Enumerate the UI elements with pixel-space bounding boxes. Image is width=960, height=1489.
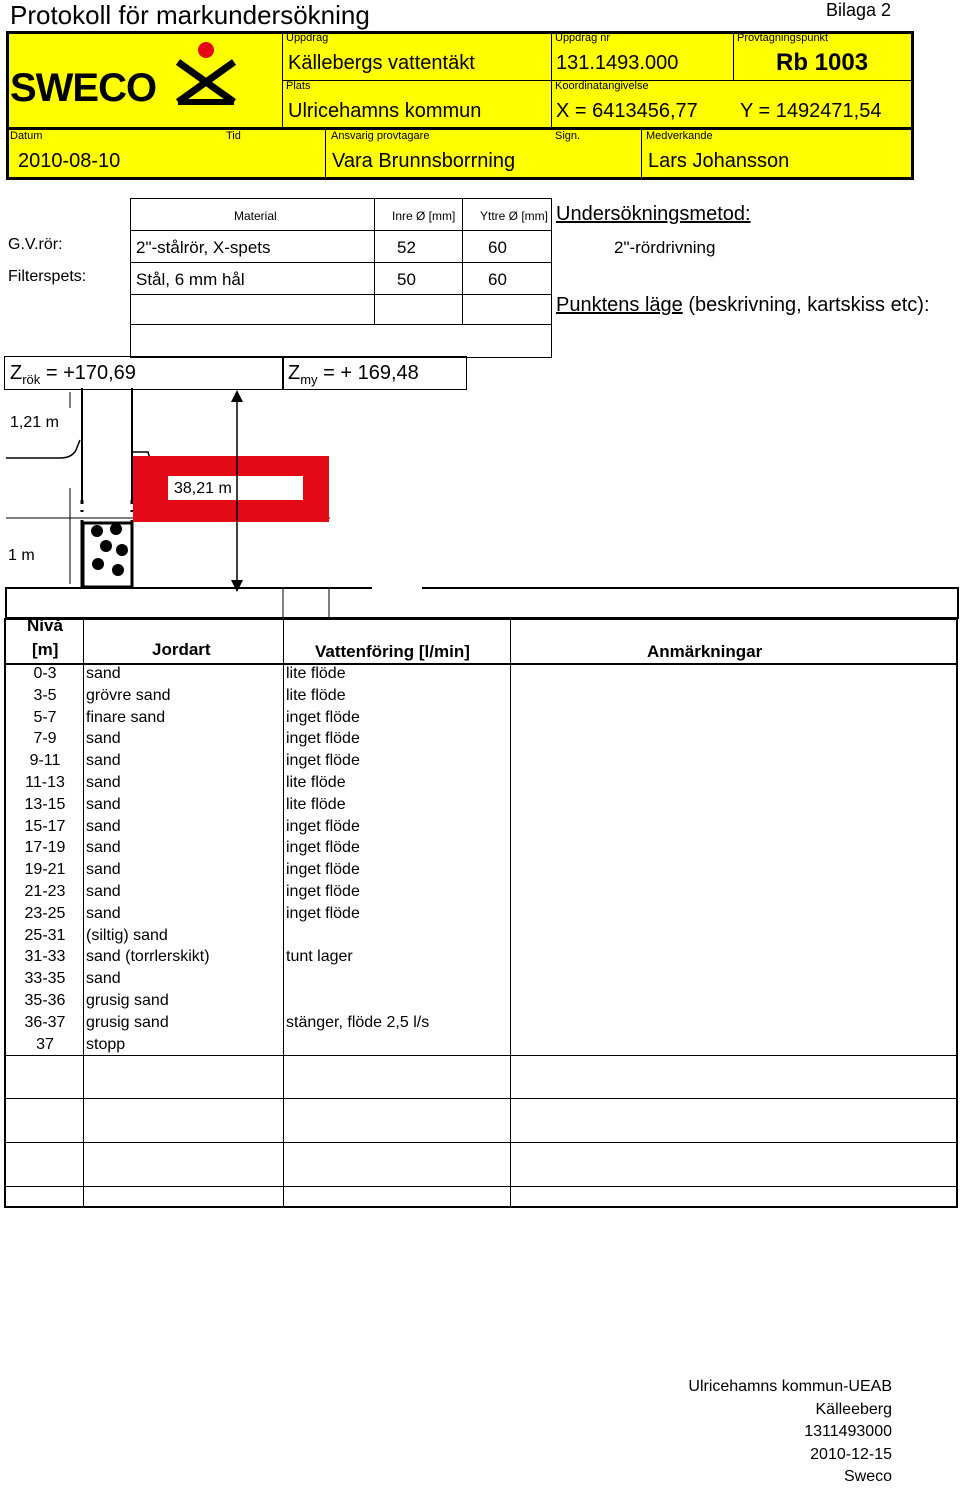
gv-ror-yttre: 60 [488,238,507,257]
table-row [6,948,956,970]
zmy-z: Z [288,362,301,384]
row-vattenforing: inget flöde [286,861,360,879]
zmy-sub: my [300,372,318,387]
table-divider [462,198,463,324]
zrok-z: Z [10,362,23,384]
table-row [6,752,956,774]
col-jordart: Jordart [152,640,211,659]
row-niva: 21-23 [24,883,66,900]
table-row [6,839,956,861]
well-sketch [0,388,960,620]
ansvarig-label: Ansvarig provtagare [331,130,430,142]
zmy-num: = + 169,48 [317,362,419,384]
row-niva: 25-31 [24,926,66,944]
row-jordart: sand [86,730,121,748]
medverkande-value: Lars Johansson [648,150,790,172]
row-jordart: sand [86,839,121,857]
uppdrag-label: Uppdrag [286,32,329,44]
row-jordart: sand [86,883,121,900]
col-yttre: Yttre Ø [mm] [480,209,549,223]
footer-line: 1311493000 [804,1423,892,1440]
col-niva-2: [m] [32,640,59,659]
row-niva: 11-13 [25,774,65,791]
row-niva: 19-21 [24,861,66,879]
row-niva: 37 [36,1035,54,1053]
plats-value: Ulricehamns kommun [288,100,482,122]
table-divider [130,294,552,295]
method-value: 2"-rördrivning [614,238,716,257]
row-vattenforing: lite flöde [286,774,346,791]
x-coordinate: X = 6413456,77 [556,100,698,122]
row-vattenforing: inget flöde [286,904,360,922]
datum-value: 2010-08-10 [18,150,121,172]
table-divider [374,198,375,324]
method-label: Undersökningsmetod: [556,203,751,225]
provtagningspunkt-label: Provtagningspunkt [737,32,829,44]
footer-line: 2010-12-15 [810,1445,892,1463]
row-jordart: grusig sand [86,992,169,1009]
plats-label: Plats [286,80,311,92]
row-jordart: sand [86,774,121,791]
table-row [6,1014,956,1036]
empty-row-line [4,1055,958,1056]
koordinat-label: Koordinatangivelse [555,80,649,92]
row-niva: 9-11 [29,752,61,770]
row-vattenforing: inget flöde [286,883,360,900]
footer-line: Ulricehamns kommun-UEAB [688,1378,892,1395]
table-row [6,709,956,731]
header-divider [325,130,326,178]
row-jordart: sand [86,817,121,835]
appendix-label: Bilaga 2 [826,0,892,20]
row-vattenforing: inget flöde [286,708,360,726]
row-vattenforing: inget flöde [286,839,360,857]
filter-length-label: 1 m [8,547,35,564]
col-anmarkningar: Anmärkningar [647,642,763,661]
provtagningspunkt-value: Rb 1003 [776,49,869,76]
table-row [6,665,956,687]
col-material: Material [234,209,277,223]
col-inre: Inre Ø [mm] [392,209,456,223]
table-row [6,730,956,752]
datum-label: Datum [10,130,43,142]
header-divider [641,130,642,178]
gv-ror-inre: 52 [397,238,416,257]
row-vattenforing: stänger, flöde 2,5 l/s [286,1013,430,1031]
table-row [6,970,956,992]
filterspets-yttre: 60 [488,270,507,289]
footer-line: Källeeberg [815,1400,892,1418]
zrok-num: = +170,69 [40,362,136,384]
row-niva: 35-36 [24,992,66,1009]
row-jordart: sand [86,904,121,922]
table-divider [130,324,552,325]
table-row [6,818,956,840]
row-jordart: sand [86,795,121,813]
row-niva: 33-35 [24,970,66,988]
row-jordart: sand [86,665,121,682]
table-row [6,796,956,818]
ansvarig-value: Vara Brunnsborrning [332,150,516,172]
table-divider [130,262,552,263]
gv-ror-label: G.V.rör: [8,236,63,253]
row-niva: 7-9 [33,730,57,748]
row-niva: 17-19 [24,839,66,857]
row-jordart: (siltig) sand [86,926,168,944]
empty-row-line [4,1186,958,1187]
empty-row-line [4,1142,958,1143]
row-vattenforing: lite flöde [286,686,346,704]
table-row [6,883,956,905]
uppdrag-nr-label: Uppdrag nr [555,32,611,44]
row-vattenforing: inget flöde [286,817,360,835]
row-niva: 13-15 [24,795,66,813]
row-jordart: sand [86,752,121,770]
row-jordart: stopp [86,1035,126,1053]
table-divider [130,230,552,231]
top-depth-label: 1,21 m [10,414,59,431]
row-niva: 5-7 [33,708,57,726]
page-title: Protokoll för markundersökning [10,0,370,30]
row-jordart: grusig sand [86,1013,169,1031]
row-niva: 36-37 [24,1013,66,1031]
table-row [6,861,956,883]
footer-block [688,1376,892,1489]
row-vattenforing: lite flöde [286,665,346,682]
row-jordart: grövre sand [86,686,171,704]
header-divider [733,31,734,81]
table-row [6,905,956,927]
table-row [6,927,956,949]
punkt-label-line [556,294,930,317]
total-depth-label: 38,21 m [174,480,232,497]
uppdrag-nr-value: 131.1493.000 [556,52,679,74]
row-vattenforing: lite flöde [286,795,346,813]
table-row [6,687,956,709]
footer-line: Sweco [843,1468,892,1485]
empty-row-line [4,1098,958,1099]
row-jordart: sand [86,970,121,988]
medverkande-label: Medverkande [646,130,713,142]
filterspets-label: Filterspets: [8,268,87,285]
zrok-sub: rök [22,372,41,387]
table-row [6,774,956,796]
row-jordart: sand [86,861,121,879]
row-niva: 23-25 [24,904,66,922]
row-vattenforing: inget flöde [286,730,360,748]
gv-ror-material: 2"-stålrör, X-spets [136,238,271,257]
y-coordinate: Y = 1492471,54 [740,100,882,122]
table-row [6,992,956,1014]
filterspets-material: Stål, 6 mm hål [136,270,245,289]
sweco-logo-text: SWECO [10,66,157,110]
row-niva: 15-17 [24,817,66,835]
uppdrag-value: Källebergs vattentäkt [288,52,475,74]
row-jordart: sand (torrlerskikt) [86,948,210,966]
filterspets-inre: 50 [397,270,416,289]
punkt-label-rest: (beskrivning, kartskiss etc): [682,294,930,316]
row-jordart: finare sand [86,708,166,726]
row-vattenforing: tunt lager [286,948,353,966]
row-niva: 0-3 [33,665,57,682]
zmy-value [288,362,419,387]
col-niva-1: Nivå [27,616,63,635]
row-vattenforing: inget flöde [286,752,360,770]
sign-label: Sign. [555,130,581,142]
row-niva: 31-33 [24,948,66,966]
zrok-value [10,362,136,387]
col-vattenforing: Vattenföring [l/min] [315,642,470,661]
row-niva: 3-5 [33,686,57,704]
tid-label: Tid [226,130,241,142]
sweco-logo-icon [174,40,238,106]
punkt-label: Punktens läge [556,294,683,316]
